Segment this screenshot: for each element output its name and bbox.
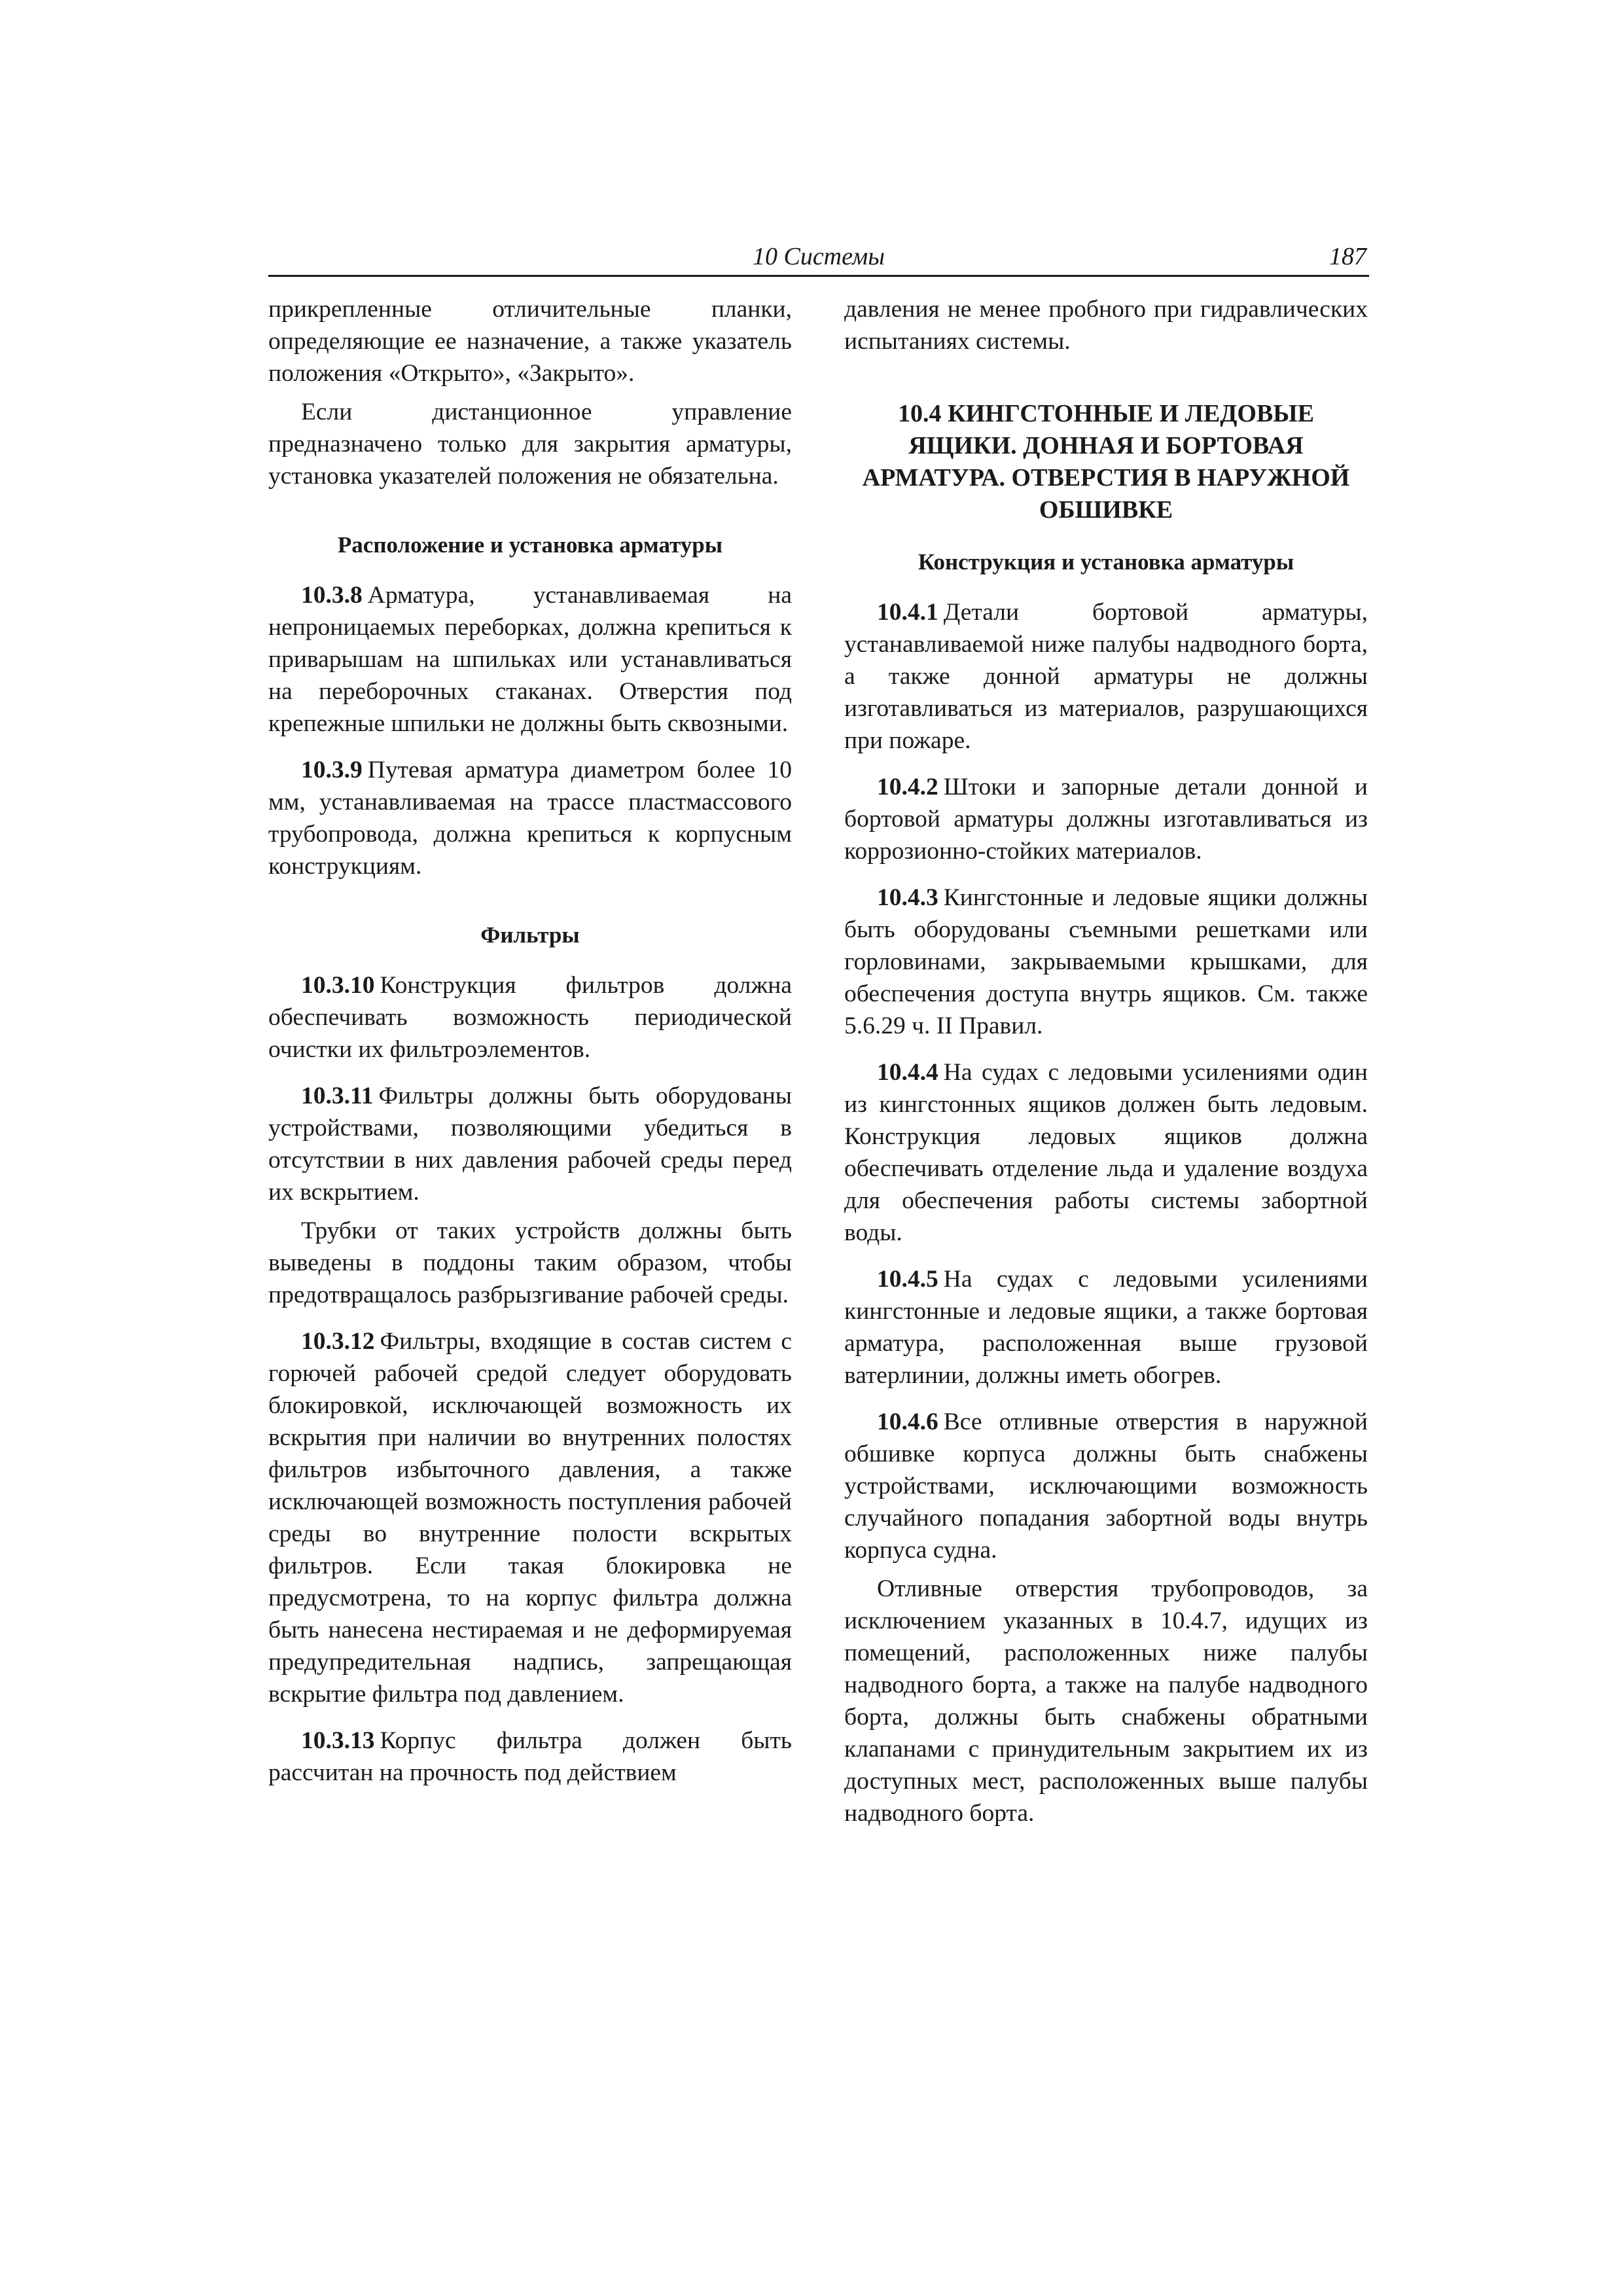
- clause-10-4-5: [844, 1263, 1368, 1391]
- clause-10-4-6: [844, 1406, 1368, 1566]
- clause-text: Корпус фильтра должен быть рассчитан на прочность под действием: [268, 1727, 792, 1786]
- clause-10-3-11: [268, 1080, 792, 1208]
- clause-10-3-8: [268, 579, 792, 740]
- clause-text: На судах с ледовыми усилениями кингстонные и ледовые ящики, а также бортовая арматура, расположенная выше грузовой ватерлинии, должны иметь обогрев.: [844, 1266, 1368, 1389]
- clause-text: Детали бортовой арматуры, устанавливаемой ниже палубы надводного борта, а также донной арматуры не должны изготавливаться из материалов, разрушающихся при пожаре.: [844, 599, 1368, 754]
- clause-10-3-13: [268, 1725, 792, 1789]
- paragraph: Трубки от таких устройств должны быть выведены в поддоны таким образом, чтобы предотвращалось разбрызгивание рабочей среды.: [268, 1217, 792, 1308]
- clause-number: 10.4.2: [877, 774, 938, 800]
- page-header: [268, 237, 1369, 277]
- paragraph-continued: давления не менее пробного при гидравлических испытаниях системы.: [844, 296, 1368, 355]
- clause-number: 10.3.11: [301, 1083, 374, 1109]
- subheading-valve-construction: Конструкция и установка арматуры: [918, 549, 1294, 575]
- paragraph: Если дистанционное управление предназначено только для закрытия арматуры, установка указателей положения не обязательна.: [268, 399, 792, 490]
- paragraph: Отливные отверстия трубопроводов, за исключением указанных в 10.4.7, идущих из помещений, расположенных ниже палубы надводного борта, а также на палубе надводного борта, должны быть снабжены обратными клапанами с принудительным закрытием их из доступных мест, расположенных выше палубы надводного борта.: [844, 1575, 1368, 1827]
- clause-text: Кингстонные и ледовые ящики должны быть оборудованы съемными решетками или горловинами, закрываемыми крышками, для обеспечения доступа внутрь ящиков. См. также 5.6.29 ч. II Правил.: [844, 884, 1368, 1039]
- clause-number: 10.3.8: [301, 582, 363, 609]
- right-column: [844, 293, 1368, 1844]
- clause-number: 10.3.9: [301, 757, 363, 783]
- clause-text: Арматура, устанавливаемая на непроницаемых переборках, должна крепиться к приварышам на шпильках или устанавливаться на переборочных стаканах. Отверстия под крепежные шпильки не должны быть сквозными.: [268, 582, 792, 737]
- clause-number: 10.4.6: [877, 1408, 938, 1435]
- subheading-valve-placement: Расположение и установка арматуры: [337, 532, 723, 558]
- clause-10-4-2: [844, 771, 1368, 867]
- clause-text: Фильтры, входящие в состав систем с горючей рабочей средой следует оборудовать блокировкой, исключающей возможность их вскрытия при наличии во внутренних полостях фильтров избыточного давления, а также исключающей возможность поступления рабочей среды во внутренние полости вскрытых фильтров. Если такая блокировка не предусмотрена, то на корпус фильтра должна быть нанесена нестираемая и не деформируемая предупредительная надпись, запрещающая вскрытие фильтра под давлением.: [268, 1328, 792, 1708]
- clause-number: 10.4.5: [877, 1266, 938, 1293]
- clause-number: 10.3.10: [301, 972, 375, 999]
- clause-10-4-4: [844, 1056, 1368, 1249]
- clause-number: 10.3.12: [301, 1328, 375, 1355]
- clause-10-3-12: [268, 1325, 792, 1710]
- clause-10-4-1: [844, 596, 1368, 757]
- paragraph-continued: прикрепленные отличительные планки, определяющие ее назначение, а также указатель положения «Открыто», «Закрыто».: [268, 296, 792, 387]
- clause-number: 10.4.1: [877, 599, 938, 626]
- clause-number: 10.3.13: [301, 1727, 375, 1754]
- section-title: 10.4 КИНГСТОННЫЕ И ЛЕДОВЫЕ ЯЩИКИ. ДОННАЯ И БОРТОВАЯ АРМАТУРА. ОТВЕРСТИЯ В НАРУЖНОЙ ОБШИВКЕ: [862, 400, 1350, 524]
- subheading-filters: Фильтры: [480, 922, 580, 948]
- clause-10-4-3: [844, 882, 1368, 1042]
- clause-text: Штоки и запорные детали донной и бортовой арматуры должны изготавливаться из коррозионно-стойких материалов.: [844, 774, 1368, 865]
- clause-10-3-10: [268, 969, 792, 1066]
- page-number: 187: [1329, 243, 1366, 270]
- left-column: [268, 293, 792, 1803]
- running-head: 10 Системы: [752, 243, 885, 270]
- clause-10-3-9: [268, 754, 792, 882]
- clause-text: Все отливные отверстия в наружной обшивке корпуса должны быть снабжены устройствами, исключающими возможность случайного попадания забортной воды внутрь корпуса судна.: [844, 1408, 1368, 1564]
- clause-text: Путевая арматура диаметром более 10 мм, устанавливаемая на трассе пластмассового трубопровода, должна крепиться к корпусным конструкциям.: [268, 757, 792, 880]
- clause-text: На судах с ледовыми усилениями один из кингстонных ящиков должен быть ледовым. Конструкция ледовых ящиков должна обеспечивать отделение льда и удаление воздуха для обеспечения работы системы забортной воды.: [844, 1059, 1368, 1246]
- clause-text: Конструкция фильтров должна обеспечивать возможность периодической очистки их фильтроэлементов.: [268, 972, 792, 1063]
- clause-text: Фильтры должны быть оборудованы устройствами, позволяющими убедиться в отсутствии в них давления рабочей среды перед их вскрытием.: [268, 1083, 792, 1206]
- clause-number: 10.4.4: [877, 1059, 938, 1086]
- clause-number: 10.4.3: [877, 884, 938, 911]
